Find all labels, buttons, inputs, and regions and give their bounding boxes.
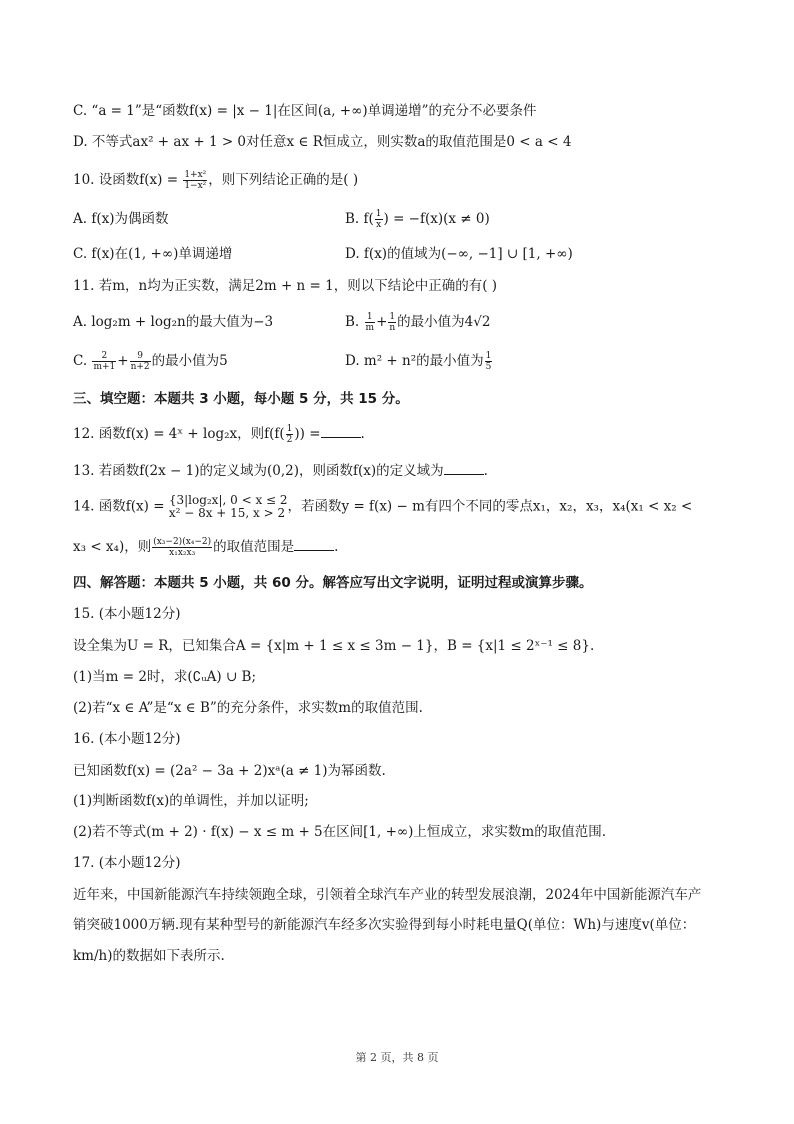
q10-stem <box>73 170 358 191</box>
q10-option-c: C. f(x)在(1, +∞)单调递增 <box>73 246 233 262</box>
q11-b-f2-num: 1 <box>389 312 396 322</box>
q14-frac <box>152 537 212 558</box>
q14-line-1 <box>73 494 692 520</box>
q14-case-1: {3|log₂x|, 0 < x ≤ 2 <box>168 493 288 507</box>
q11-option-d <box>345 351 493 372</box>
q11-b-suffix: 的最小值为4√2 <box>397 314 491 330</box>
q12-end: . <box>360 426 365 442</box>
q10-stem-prefix: 10. 设函数f(x) = <box>73 172 183 188</box>
q11-c-suffix: 的最小值为5 <box>151 353 228 369</box>
q14-frac-num: (x₃−2)(x₄−2) <box>153 537 212 547</box>
q14-piecewise <box>169 494 288 520</box>
q11-b-frac-2 <box>388 312 396 333</box>
q14-suffix: ，若函数y = f(x) − m有四个不同的零点x₁，x₂，x₃，x₄(x₁ < x₂ < <box>287 498 693 515</box>
q12-num: 1 <box>286 424 293 434</box>
q17-line-1: 近年来，中国新能源汽车持续领跑全球，引领着全球汽车产业的转型发展浪潮，2024年中国新能源汽车产 <box>73 887 702 903</box>
q14-answer-blank[interactable] <box>294 538 334 551</box>
q10-option-d: D. f(x)的值域为(−∞, −1] ∪ [1, +∞) <box>345 246 573 262</box>
q11-d-num: 1 <box>485 351 492 361</box>
q11-c-f2-num: 9 <box>130 351 151 362</box>
q10-b-frac-den: x <box>376 220 382 230</box>
q11-c-plus: + <box>117 353 129 369</box>
q11-option-b <box>345 312 490 333</box>
q14-line-2 <box>73 537 338 558</box>
q15-stem: 设全集为U = R，已知集合A = {x|m + 1 ≤ x ≤ 3m − 1}，B = {x|1 ≤ 2ˣ⁻¹ ≤ 8}. <box>73 638 595 654</box>
q11-option-c <box>73 351 228 372</box>
q11-stem: 11. 若m，n均为正实数，满足2m + n = 1，则以下结论中正确的有( ) <box>73 278 498 294</box>
q13-text: 13. 若函数f(2x − 1)的定义域为(0,2)，则函数f(x)的定义域为 <box>73 463 444 479</box>
q11-c-frac-1 <box>92 351 116 372</box>
q10-fraction <box>183 170 207 191</box>
q17-line-2: 销突破1000万辆.现有某种型号的新能源汽车经多次实验得到每小时耗电量Q(单位：Wh)与速度v(单位： <box>73 917 696 933</box>
q13 <box>73 461 488 481</box>
q14-line2-prefix: x₃ < x₄)，则 <box>73 539 152 555</box>
q11-b-f2-den: n <box>389 323 396 333</box>
q14-line2-suffix: 的取值范围是 <box>213 539 295 555</box>
q11-d-frac <box>485 351 493 372</box>
q9-option-d: D. 不等式ax² + ax + 1 > 0对任意x ∈ R恒成立，则实数a的取值范围是0 < a < 4 <box>73 134 572 150</box>
q16-stem: 已知函数f(x) = (2a² − 3a + 2)xᵃ(a ≠ 1)为幂函数. <box>73 763 386 779</box>
section-4-heading: 四、解答题：本题共 5 小题，共 60 分。解答应写出文字说明，证明过程或演算步骤。 <box>73 575 593 591</box>
q14-case-2: x² − 8x + 15, x > 2 <box>168 506 286 520</box>
q10-b-frac-num: 1 <box>375 209 382 219</box>
q9-option-c: C. “a = 1”是“函数f(x) = |x − 1|在区间(a, +∞)单调递增”的充分不必要条件 <box>73 103 537 119</box>
q10-frac-den: 1−x² <box>184 181 207 191</box>
q16-part-1: (1)判断函数f(x)的单调性，并加以证明; <box>73 793 309 809</box>
q14-end: . <box>334 539 339 555</box>
q10-b-fraction <box>375 209 383 230</box>
q13-end: . <box>483 463 488 479</box>
q12-den: 2 <box>286 435 293 445</box>
q12-frac <box>286 424 294 445</box>
q12-suffix: )) = <box>294 426 321 442</box>
q10-frac-num: 1+x² <box>184 170 207 180</box>
q11-c-f2-den: n+2 <box>130 362 150 372</box>
q16-title: 16. (本小题12分) <box>73 731 181 747</box>
q11-c-f1-num: 2 <box>92 351 116 362</box>
q11-d-den: 5 <box>485 362 492 372</box>
q10-option-a: A. f(x)为偶函数 <box>73 211 169 227</box>
q16-part-2: (2)若不等式(m + 2) · f(x) − x ≤ m + 5在区间[1, +∞)上恒成立，求实数m的取值范围. <box>73 824 606 840</box>
q15-part-1: (1)当m = 2时，求(∁ᵤA) ∪ B; <box>73 669 257 685</box>
q14-prefix: 14. 函数f(x) = <box>73 498 169 515</box>
section-3-heading: 三、填空题：本题共 3 小题，每小题 5 分，共 15 分。 <box>73 391 409 407</box>
q11-b-f1-den: m <box>365 323 375 333</box>
q10-b-prefix: B. f( <box>345 211 374 227</box>
q10-stem-suffix: ，则下列结论正确的是( ) <box>208 172 359 188</box>
q14-frac-den: x₁x₂x₃ <box>169 548 196 558</box>
q17-line-3: km/h)的数据如下表所示. <box>73 948 225 964</box>
q10-b-suffix: ) = −f(x)(x ≠ 0) <box>383 211 490 227</box>
q10-option-b <box>345 209 490 230</box>
q11-c-f1-den: m+1 <box>93 362 116 372</box>
q11-b-prefix: B. <box>345 314 364 330</box>
q11-b-frac-1 <box>365 312 376 333</box>
q12-prefix: 12. 函数f(x) = 4ˣ + log₂x，则f(f( <box>73 426 285 442</box>
q15-title: 15. (本小题12分) <box>73 606 181 622</box>
q13-answer-blank[interactable] <box>444 462 484 475</box>
page-footer: 第 2 页，共 8 页 <box>355 1051 439 1064</box>
q11-b-f1-num: 1 <box>365 312 376 323</box>
q11-c-prefix: C. <box>73 353 92 369</box>
q15-part-2: (2)若“x ∈ A”是“x ∈ B”的充分条件，求实数m的取值范围. <box>73 700 423 716</box>
q17-title: 17. (本小题12分) <box>73 855 181 871</box>
q11-option-a: A. log₂m + log₂n的最大值为−3 <box>73 314 274 330</box>
q11-c-frac-2 <box>130 351 151 372</box>
q12-answer-blank[interactable] <box>321 425 361 438</box>
q12 <box>73 424 365 445</box>
q11-d-prefix: D. m² + n²的最小值为 <box>345 353 484 369</box>
q11-b-plus: + <box>376 314 388 330</box>
